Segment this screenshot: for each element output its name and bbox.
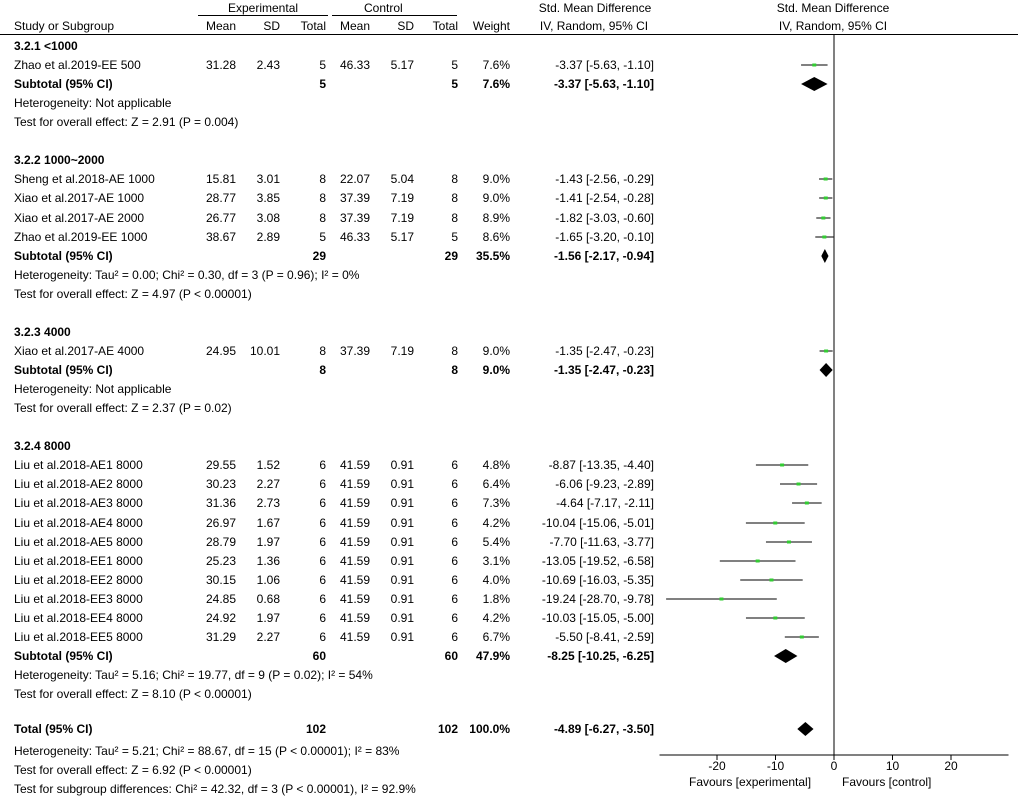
exp-total: 8 (319, 172, 326, 186)
ctrl-sd: 0.91 (390, 477, 414, 491)
exp-total: 6 (319, 516, 326, 530)
exp-total: 8 (319, 211, 326, 225)
pooled-diamond (774, 649, 797, 663)
x-tick-label: 20 (944, 759, 958, 773)
effect-ci: -1.35 [-2.47, -0.23] (555, 344, 654, 358)
experimental-header: Experimental (228, 1, 299, 15)
weight: 1.8% (482, 592, 510, 606)
study-name: Liu et al.2018-AE1 8000 (14, 458, 143, 472)
study-point (824, 350, 828, 353)
effect-ci: -1.82 [-3.03, -0.60] (555, 211, 654, 225)
ctrl-mean: 37.39 (339, 191, 370, 205)
exp-total: 6 (319, 496, 326, 510)
exp-sd: 0.68 (256, 592, 280, 606)
subtotal-effect-ci: -1.35 [-2.47, -0.23] (553, 363, 654, 377)
exp-sd-header: SD (263, 19, 280, 33)
effect-ci: -19.24 [-28.70, -9.78] (541, 592, 654, 606)
exp-total: 8 (319, 344, 326, 358)
exp-total: 6 (319, 458, 326, 472)
ctrl-mean: 41.59 (339, 477, 370, 491)
ctrl-total: 5 (451, 58, 458, 72)
ctrl-sd: 5.17 (390, 230, 414, 244)
ctrl-sd: 0.91 (390, 611, 414, 625)
smd-column-subheader: IV, Random, 95% CI (539, 19, 649, 33)
favours-experimental-label: Favours [experimental] (689, 775, 812, 789)
effect-ci: -13.05 [-19.52, -6.58] (541, 554, 654, 568)
ctrl-sd: 7.19 (390, 211, 414, 225)
study-name: Sheng et al.2018-AE 1000 (14, 172, 155, 186)
study-name: Xiao et al.2017-AE 1000 (14, 191, 145, 205)
weight: 3.1% (482, 554, 510, 568)
exp-sd: 2.27 (256, 477, 280, 491)
note-text: Test for overall effect: Z = 6.92 (P < 0.00001) (14, 763, 252, 777)
weight: 4.0% (482, 573, 510, 587)
effect-ci: -10.03 [-15.05, -5.00] (541, 611, 654, 625)
effect-ci: -1.41 [-2.54, -0.28] (555, 191, 654, 205)
favours-control-label: Favours [control] (842, 775, 932, 789)
study-point (797, 483, 801, 486)
study-name: Xiao et al.2017-AE 2000 (14, 211, 145, 225)
exp-total: 6 (319, 535, 326, 549)
exp-total: 6 (319, 573, 326, 587)
pooled-diamond (821, 249, 828, 263)
subtotal-ctrl-total: 5 (451, 77, 458, 91)
exp-sd: 10.01 (249, 344, 280, 358)
ctrl-sd: 5.04 (390, 172, 414, 186)
subtotal-exp-total: 5 (319, 77, 326, 91)
plot-title: Std. Mean Difference (776, 1, 890, 15)
weight: 7.3% (482, 496, 510, 510)
ctrl-total: 6 (451, 554, 458, 568)
ctrl-sd: 7.19 (390, 344, 414, 358)
ctrl-mean: 46.33 (339, 58, 370, 72)
exp-mean: 28.79 (205, 535, 236, 549)
smd-column-header: Std. Mean Difference (538, 1, 652, 15)
ctrl-total: 8 (451, 172, 458, 186)
x-tick-label: -10 (766, 759, 785, 773)
ctrl-sd: 0.91 (390, 573, 414, 587)
study-point (780, 464, 784, 467)
ctrl-sd: 0.91 (390, 516, 414, 530)
ctrl-sd: 0.91 (390, 630, 414, 644)
note-text: Heterogeneity: Not applicable (14, 96, 172, 110)
ctrl-mean: 41.59 (339, 611, 370, 625)
ctrl-total: 6 (451, 592, 458, 606)
subtotal-effect-ci: -8.25 [-10.25, -6.25] (547, 649, 654, 663)
exp-sd: 3.85 (256, 191, 280, 205)
effect-ci: -5.50 [-8.41, -2.59] (555, 630, 654, 644)
ctrl-total: 6 (451, 516, 458, 530)
ctrl-sd: 5.17 (390, 58, 414, 72)
study-point (800, 636, 804, 639)
note-text: Test for overall effect: Z = 8.10 (P < 0.00001) (14, 687, 252, 701)
study-name: Liu et al.2018-AE2 8000 (14, 477, 143, 491)
effect-ci: -1.65 [-3.20, -0.10] (555, 230, 654, 244)
exp-sd: 1.52 (256, 458, 280, 472)
exp-mean: 31.28 (205, 58, 236, 72)
study-column-header: Study or Subgroup (14, 19, 115, 33)
study-point (821, 217, 825, 220)
subtotal-label: Subtotal (95% CI) (14, 363, 113, 377)
weight: 9.0% (482, 344, 510, 358)
study-name: Liu et al.2018-EE5 8000 (14, 630, 143, 644)
weight-header: Weight (472, 19, 510, 33)
weight: 4.2% (482, 611, 510, 625)
ctrl-total: 8 (451, 344, 458, 358)
exp-sd: 2.89 (256, 230, 280, 244)
study-point (773, 617, 777, 620)
study-point (812, 64, 816, 67)
exp-mean: 15.81 (205, 172, 236, 186)
study-name: Liu et al.2018-EE4 8000 (14, 611, 143, 625)
exp-total: 6 (319, 630, 326, 644)
ctrl-mean-header: Mean (339, 19, 370, 33)
exp-mean: 30.15 (205, 573, 236, 587)
study-name: Zhao et al.2019-EE 1000 (14, 230, 148, 244)
ctrl-sd-header: SD (397, 19, 414, 33)
ctrl-total: 6 (451, 496, 458, 510)
ctrl-total: 6 (451, 630, 458, 644)
ctrl-total: 6 (451, 477, 458, 491)
study-point (719, 598, 723, 601)
note-text: Heterogeneity: Tau² = 0.00; Chi² = 0.30, df = 3 (P = 0.96); I² = 0% (14, 268, 360, 282)
weight: 9.0% (482, 172, 510, 186)
weight: 8.9% (482, 211, 510, 225)
total-ctrl-total: 102 (437, 722, 458, 736)
exp-sd: 1.67 (256, 516, 280, 530)
exp-mean: 25.23 (205, 554, 236, 568)
subtotal-ctrl-total: 8 (451, 363, 458, 377)
ctrl-mean: 41.59 (339, 516, 370, 530)
effect-ci: -10.04 [-15.06, -5.01] (541, 516, 654, 530)
note-text: Heterogeneity: Tau² = 5.16; Chi² = 19.77, df = 9 (P = 0.02); I² = 54% (14, 668, 373, 682)
subtotal-exp-total: 29 (312, 249, 326, 263)
total-label: Total (95% CI) (14, 722, 93, 736)
subgroup-header: 3.2.4 8000 (14, 439, 71, 453)
note-text: Test for subgroup differences: Chi² = 42.32, df = 3 (P < 0.00001), I² = 92.9% (14, 782, 416, 796)
subgroup-header: 3.2.3 4000 (14, 325, 71, 339)
exp-sd: 1.06 (256, 573, 280, 587)
exp-total: 8 (319, 191, 326, 205)
study-point (824, 178, 828, 181)
exp-sd: 3.08 (256, 211, 280, 225)
weight: 4.2% (482, 516, 510, 530)
note-text: Heterogeneity: Not applicable (14, 382, 172, 396)
exp-sd: 3.01 (256, 172, 280, 186)
ctrl-mean: 41.59 (339, 592, 370, 606)
study-point (773, 522, 777, 525)
ctrl-total: 8 (451, 211, 458, 225)
ctrl-sd: 0.91 (390, 554, 414, 568)
note-text: Test for overall effect: Z = 2.37 (P = 0.02) (14, 401, 232, 415)
weight: 5.4% (482, 535, 510, 549)
study-point (769, 579, 773, 582)
ctrl-total: 8 (451, 191, 458, 205)
exp-total: 6 (319, 477, 326, 491)
study-name: Xiao et al.2017-AE 4000 (14, 344, 145, 358)
exp-total: 6 (319, 611, 326, 625)
exp-mean: 26.77 (205, 211, 236, 225)
study-name: Liu et al.2018-EE1 8000 (14, 554, 143, 568)
subtotal-ctrl-total: 29 (444, 249, 458, 263)
exp-total: 6 (319, 554, 326, 568)
weight: 4.8% (482, 458, 510, 472)
exp-mean: 31.36 (205, 496, 236, 510)
note-text: Heterogeneity: Tau² = 5.21; Chi² = 88.67, df = 15 (P < 0.00001); I² = 83% (14, 744, 400, 758)
weight: 9.0% (482, 191, 510, 205)
study-point (787, 541, 791, 544)
ctrl-mean: 22.07 (339, 172, 370, 186)
subtotal-exp-total: 60 (312, 649, 326, 663)
plot-subtitle: IV, Random, 95% CI (778, 19, 888, 33)
subtotal-effect-ci: -1.56 [-2.17, -0.94] (553, 249, 654, 263)
subtotal-effect-ci: -3.37 [-5.63, -1.10] (553, 77, 654, 91)
effect-ci: -4.64 [-7.17, -2.11] (556, 496, 654, 510)
ctrl-total: 5 (451, 230, 458, 244)
exp-sd: 1.36 (256, 554, 280, 568)
weight: 6.7% (482, 630, 510, 644)
ctrl-sd: 0.91 (390, 592, 414, 606)
ctrl-sd: 7.19 (390, 191, 414, 205)
ctrl-mean: 37.39 (339, 344, 370, 358)
exp-total-header: Total (300, 19, 326, 33)
control-header: Control (364, 1, 403, 15)
exp-mean: 26.97 (205, 516, 236, 530)
effect-ci: -7.70 [-11.63, -3.77] (549, 535, 654, 549)
study-name: Liu et al.2018-EE3 8000 (14, 592, 143, 606)
study-point (756, 560, 760, 563)
ctrl-total: 6 (451, 611, 458, 625)
exp-sd: 2.73 (256, 496, 280, 510)
exp-mean: 24.85 (205, 592, 236, 606)
total-weight: 100.0% (469, 722, 510, 736)
subtotal-label: Subtotal (95% CI) (14, 249, 113, 263)
x-tick-label: 10 (885, 759, 900, 773)
exp-mean-header: Mean (205, 19, 236, 33)
weight: 7.6% (482, 58, 510, 72)
exp-total: 6 (319, 592, 326, 606)
subtotal-label: Subtotal (95% CI) (14, 77, 113, 91)
study-point (824, 197, 828, 200)
exp-mean: 38.67 (205, 230, 236, 244)
study-point (805, 502, 809, 505)
effect-ci: -3.37 [-5.63, -1.10] (555, 58, 654, 72)
study-point (822, 236, 826, 239)
total-exp-total: 102 (305, 722, 326, 736)
pooled-diamond (797, 722, 813, 736)
exp-total: 5 (319, 58, 326, 72)
study-name: Liu et al.2018-EE2 8000 (14, 573, 143, 587)
study-name: Liu et al.2018-AE3 8000 (14, 496, 143, 510)
exp-sd: 1.97 (256, 535, 280, 549)
subtotal-ctrl-total: 60 (444, 649, 458, 663)
ctrl-mean: 41.59 (339, 630, 370, 644)
x-tick-label: -20 (708, 759, 726, 773)
effect-ci: -8.87 [-13.35, -4.40] (548, 458, 654, 472)
exp-mean: 28.77 (205, 191, 236, 205)
subtotal-weight: 9.0% (482, 363, 510, 377)
exp-mean: 29.55 (205, 458, 236, 472)
note-text: Test for overall effect: Z = 2.91 (P = 0.004) (14, 115, 239, 129)
ctrl-sd: 0.91 (390, 458, 414, 472)
ctrl-mean: 41.59 (339, 554, 370, 568)
subgroup-header: 3.2.2 1000~2000 (14, 153, 105, 167)
study-name: Liu et al.2018-AE4 8000 (14, 516, 143, 530)
exp-total: 5 (319, 230, 326, 244)
ctrl-mean: 46.33 (339, 230, 370, 244)
weight: 8.6% (482, 230, 510, 244)
effect-ci: -6.06 [-9.23, -2.89] (555, 477, 654, 491)
exp-sd: 1.97 (256, 611, 280, 625)
weight: 6.4% (482, 477, 510, 491)
ctrl-mean: 37.39 (339, 211, 370, 225)
ctrl-total: 6 (451, 535, 458, 549)
ctrl-total: 6 (451, 573, 458, 587)
ctrl-total: 6 (451, 458, 458, 472)
exp-sd: 2.27 (256, 630, 280, 644)
subtotal-exp-total: 8 (319, 363, 326, 377)
effect-ci: -1.43 [-2.56, -0.29] (555, 172, 654, 186)
ctrl-mean: 41.59 (339, 573, 370, 587)
study-name: Zhao et al.2019-EE 500 (14, 58, 141, 72)
exp-sd: 2.43 (256, 58, 280, 72)
exp-mean: 30.23 (205, 477, 236, 491)
effect-ci: -10.69 [-16.03, -5.35] (541, 573, 654, 587)
exp-mean: 24.95 (205, 344, 236, 358)
study-name: Liu et al.2018-AE5 8000 (14, 535, 143, 549)
ctrl-total-header: Total (432, 19, 458, 33)
subtotal-label: Subtotal (95% CI) (14, 649, 113, 663)
ctrl-mean: 41.59 (339, 496, 370, 510)
subtotal-weight: 47.9% (475, 649, 510, 663)
exp-mean: 24.92 (205, 611, 236, 625)
exp-mean: 31.29 (205, 630, 236, 644)
ctrl-mean: 41.59 (339, 535, 370, 549)
total-effect-ci: -4.89 [-6.27, -3.50] (553, 722, 654, 736)
note-text: Test for overall effect: Z = 4.97 (P < 0.00001) (14, 287, 252, 301)
x-tick-label: 0 (830, 759, 838, 773)
pooled-diamond (820, 363, 833, 377)
subtotal-weight: 7.6% (482, 77, 510, 91)
ctrl-sd: 0.91 (390, 496, 414, 510)
subtotal-weight: 35.5% (475, 249, 510, 263)
pooled-diamond (801, 77, 828, 91)
ctrl-sd: 0.91 (390, 535, 414, 549)
subgroup-header: 3.2.1 <1000 (14, 39, 78, 53)
ctrl-mean: 41.59 (339, 458, 370, 472)
